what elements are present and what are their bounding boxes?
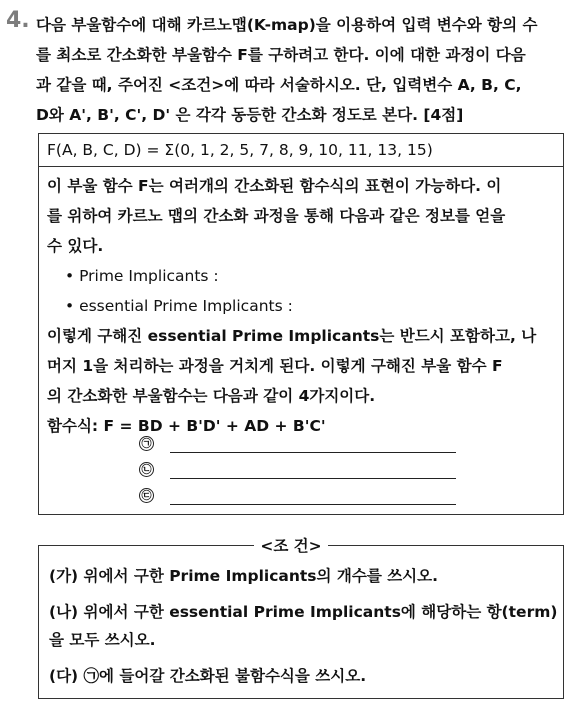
answer-line [170, 434, 456, 453]
conditions-title-text: <조 건> [254, 537, 327, 555]
para-line: 수 있다. [47, 237, 104, 255]
formula: 함수식: F = BD + B'D' + AD + B'C' [47, 417, 326, 435]
intro-line: 를 최소로 간소화한 부울함수 F를 구하려고 한다. 이에 대한 과정이 다음 [36, 46, 526, 64]
blank-row [139, 430, 456, 456]
circled-label: ㉡ [139, 462, 154, 477]
conditions-box [38, 545, 564, 699]
bullet-prime-implicants: • Prime Implicants : [65, 267, 219, 285]
condition-item: 을 모두 쓰시오. [49, 631, 156, 649]
condition-item: (가) 위에서 구한 Prime Implicants의 개수를 쓰시오. [49, 567, 439, 585]
para-line: 의 간소화한 부울함수는 다음과 같이 4가지이다. [47, 387, 376, 405]
intro-line: 과 같을 때, 주어진 <조건>에 따라 서술하시오. 단, 입력변수 A, B, C, [36, 76, 522, 94]
para-line: 머지 1을 처리하는 과정을 거치게 된다. 이렇게 구해진 부울 함수 F [47, 357, 503, 375]
answer-line [170, 460, 456, 479]
question-number: 4. [6, 8, 30, 33]
intro-line: D와 A', B', C', D' 은 각각 동등한 간소화 정도로 본다. [4점] [36, 106, 464, 124]
intro-line: 다음 부울함수에 대해 카르노맵(K-map)을 이용하여 입력 변수와 항의 수 [36, 16, 538, 34]
blank-row [139, 482, 456, 508]
question-intro [36, 10, 576, 130]
condition-item: (다) ㉠에 들어갈 간소화된 불함수식을 쓰시오. [49, 667, 367, 685]
condition-item: (나) 위에서 구한 essential Prime Implicants에 해당하는 항(term) [49, 603, 558, 621]
answer-blanks [139, 430, 456, 508]
circled-label: ㉠ [139, 436, 154, 451]
conditions-title [0, 534, 582, 556]
function-definition: F(A, B, C, D) = Σ(0, 1, 2, 5, 7, 8, 9, 10, 11, 13, 15) [39, 134, 563, 167]
process-body [39, 167, 563, 441]
bullet-essential-prime-implicants: • essential Prime Implicants : [65, 297, 293, 315]
para-line: 이 부울 함수 F는 여러개의 간소화된 함수식의 표현이 가능하다. 이 [47, 177, 502, 195]
para-line: 이렇게 구해진 essential Prime Implicants는 반드시 포함하고, 나 [47, 327, 537, 345]
para-line: 를 위하여 카르노 맵의 간소화 과정을 통해 다음과 같은 정보를 얻을 [47, 207, 506, 225]
answer-line [170, 486, 456, 505]
process-box [38, 133, 564, 515]
blank-row [139, 456, 456, 482]
circled-label: ㉢ [139, 488, 154, 503]
